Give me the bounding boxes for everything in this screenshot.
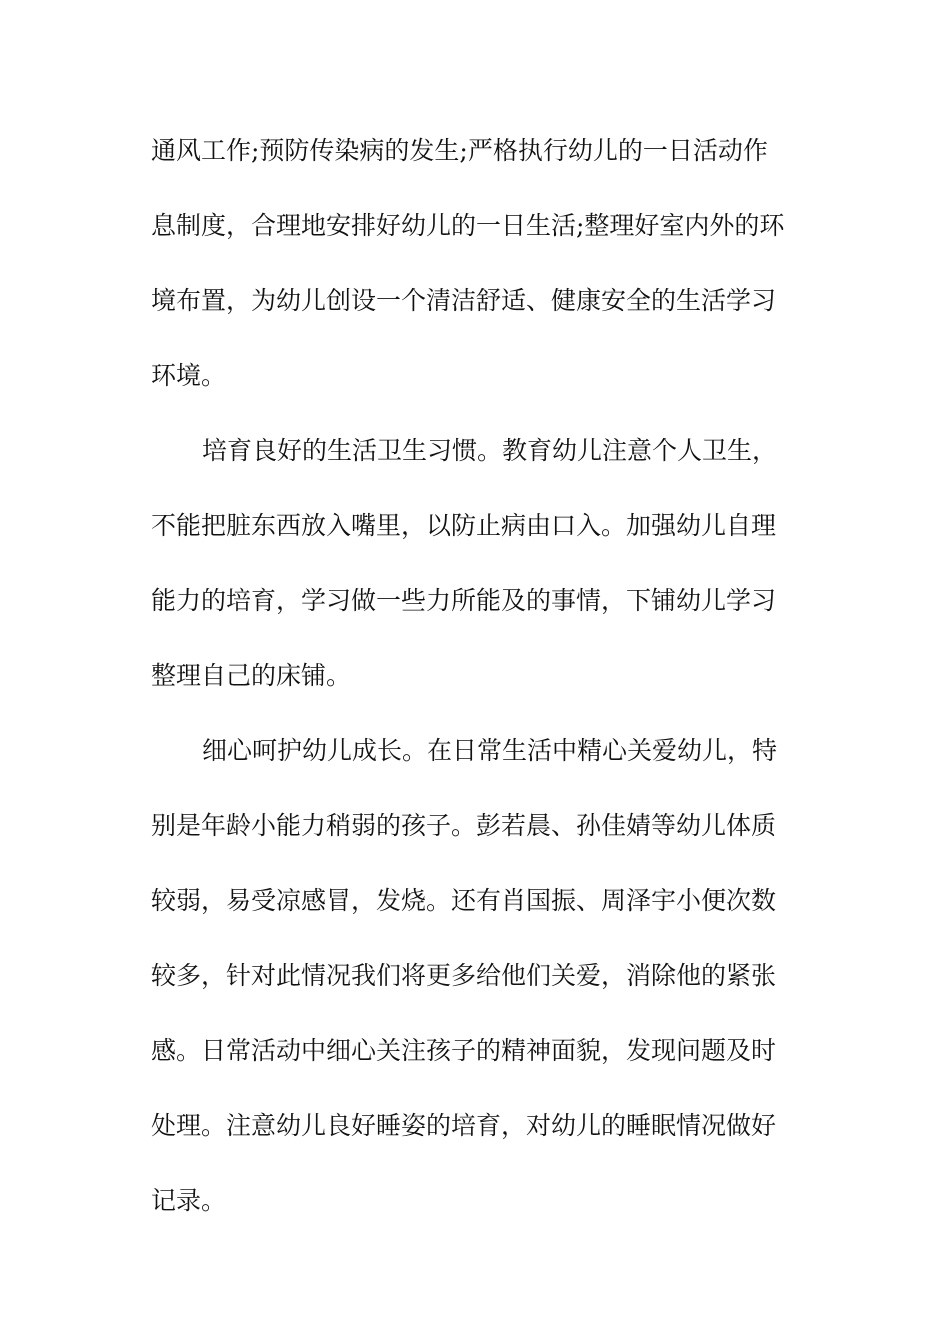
text-line: 环境。 (151, 361, 227, 390)
text-line: 息制度，合理地安排好幼儿的一日生活;整理好室内外的环 (151, 211, 785, 240)
text-line: 境布置，为幼儿创设一个清洁舒适、健康安全的生活学习 (151, 286, 777, 315)
text-line: 别是年龄小能力稍弱的孩子。彭若晨、孙佳婧等幼儿体质 (151, 811, 777, 840)
paragraph-first-line: 培育良好的生活卫生习惯。教育幼儿注意个人卫生， (202, 436, 778, 465)
paragraph-first-line: 细心呵护幼儿成长。在日常生活中精心关爱幼儿，特 (202, 736, 778, 765)
text-line: 感。日常活动中细心关注孩子的精神面貌，发现问题及时 (151, 1036, 777, 1065)
text-line: 不能把脏东西放入嘴里，以防止病由口入。加强幼儿自理 (151, 511, 777, 540)
text-line: 记录。 (151, 1186, 227, 1215)
text-line: 通风工作;预防传染病的发生;严格执行幼儿的一日活动作 (151, 136, 768, 165)
text-line: 较多，针对此情况我们将更多给他们关爱，消除他的紧张 (151, 961, 777, 990)
text-line: 较弱，易受凉感冒，发烧。还有肖国振、周泽宇小便次数 (151, 886, 777, 915)
text-line: 处理。注意幼儿良好睡姿的培育，对幼儿的睡眠情况做好 (151, 1111, 777, 1140)
text-line: 整理自己的床铺。 (151, 661, 352, 690)
text-line: 能力的培育，学习做一些力所能及的事情，下铺幼儿学习 (151, 586, 777, 615)
